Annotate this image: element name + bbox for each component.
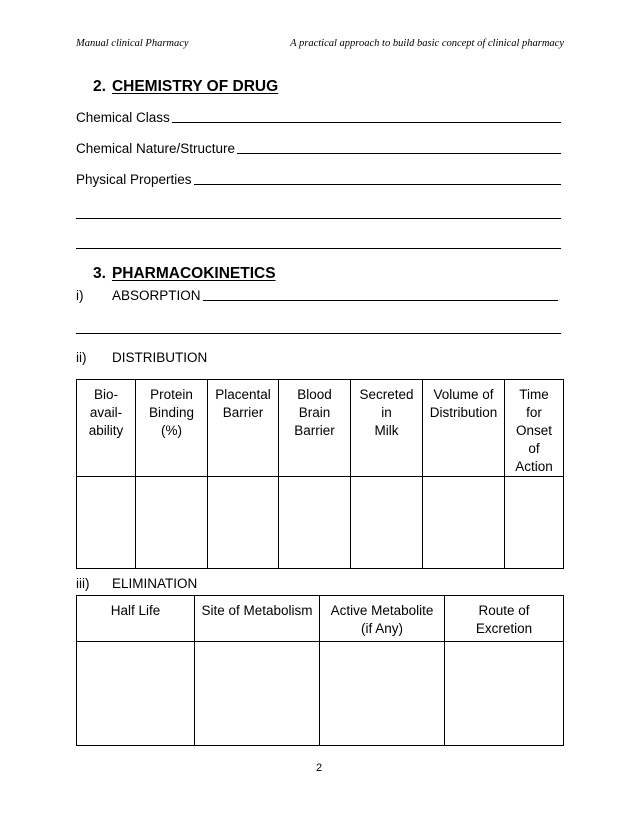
header-right: A practical approach to build basic concept of clinical pharmacy — [290, 38, 564, 49]
distribution-header-line: of — [528, 441, 540, 456]
section-2-title: CHEMISTRY OF DRUG — [111, 78, 279, 95]
section-3-number: 3. — [93, 265, 106, 282]
elimination-header-line: (if Any) — [360, 621, 403, 636]
elimination-header-row — [77, 596, 564, 642]
distribution-label: DISTRIBUTION — [112, 350, 208, 365]
distribution-header-line: for — [526, 405, 542, 420]
section-3-title: PHARMACOKINETICS — [111, 265, 276, 282]
section-3-heading — [93, 265, 276, 283]
distribution-header-line: Time — [519, 387, 549, 402]
distribution-table — [76, 379, 564, 569]
distribution-header-line: ability — [88, 423, 124, 438]
physical-properties-field[interactable] — [76, 172, 561, 187]
elimination-header-line: Active Metabolite — [330, 603, 434, 618]
distribution-header-line: Barrier — [294, 423, 335, 438]
elimination-header-line: Half Life — [110, 603, 161, 618]
dist-header-cell — [136, 380, 208, 477]
dist-entry-cell[interactable] — [423, 477, 505, 569]
distribution-header-line: Onset — [515, 423, 553, 438]
distribution-header-row — [77, 380, 564, 477]
absorption-label: ABSORPTION — [112, 288, 201, 303]
chemical-structure-label: Chemical Nature/Structure — [76, 141, 236, 156]
elim-header-cell — [445, 596, 564, 642]
elimination-entry-row[interactable] — [77, 642, 564, 746]
page-number: 2 — [315, 762, 323, 774]
chemical-class-label: Chemical Class — [76, 110, 170, 125]
distribution-roman: ii) — [76, 350, 87, 365]
section-2-heading — [93, 78, 278, 96]
distribution-entry-row[interactable] — [77, 477, 564, 569]
elim-entry-cell[interactable] — [320, 642, 445, 746]
elim-header-cell — [77, 596, 195, 642]
dist-entry-cell[interactable] — [136, 477, 208, 569]
elim-header-cell — [320, 596, 445, 642]
physical-properties-label: Physical Properties — [76, 172, 192, 187]
dist-header-cell — [208, 380, 279, 477]
dist-header-cell — [505, 380, 564, 477]
distribution-header-line: Protein — [150, 387, 193, 402]
distribution-header-line: in — [381, 405, 392, 420]
elimination-label: ELIMINATION — [112, 576, 198, 591]
distribution-header-line: Bio- — [93, 387, 118, 402]
absorption-field[interactable] — [112, 288, 558, 303]
dist-header-cell — [351, 380, 423, 477]
dist-header-cell — [279, 380, 351, 477]
distribution-header-line: Volume of — [433, 387, 494, 402]
blank-line-2[interactable] — [76, 248, 561, 249]
dist-entry-cell[interactable] — [505, 477, 564, 569]
dist-entry-cell[interactable] — [279, 477, 351, 569]
section-2-number: 2. — [93, 78, 106, 95]
elimination-header-line: Route of — [478, 603, 530, 618]
distribution-header-line: Secreted — [359, 387, 414, 402]
chemical-structure-field[interactable] — [76, 141, 561, 156]
elim-entry-cell[interactable] — [195, 642, 320, 746]
distribution-header-line: Barrier — [222, 405, 264, 420]
dist-entry-cell[interactable] — [208, 477, 279, 569]
header-left: Manual clinical Pharmacy — [76, 38, 189, 49]
dist-header-cell — [423, 380, 505, 477]
dist-entry-cell[interactable] — [351, 477, 423, 569]
distribution-header-line: avail- — [89, 405, 123, 420]
distribution-header-line: Brain — [298, 405, 331, 420]
elim-entry-cell[interactable] — [77, 642, 195, 746]
chemical-class-line[interactable] — [172, 122, 561, 123]
distribution-header-line: Placental — [215, 387, 271, 402]
distribution-header-line: Binding — [148, 405, 195, 420]
elimination-header-line: Excretion — [475, 621, 533, 636]
elimination-roman: iii) — [76, 576, 90, 591]
blank-line-1[interactable] — [76, 218, 561, 219]
distribution-header-line: (%) — [161, 423, 182, 438]
chemical-class-field[interactable] — [76, 110, 561, 125]
elim-header-cell — [195, 596, 320, 642]
elimination-table — [76, 595, 564, 746]
elim-entry-cell[interactable] — [445, 642, 564, 746]
distribution-header-line: Milk — [374, 423, 399, 438]
absorption-roman: i) — [76, 288, 84, 303]
physical-properties-line[interactable] — [194, 184, 561, 185]
dist-header-cell — [77, 380, 136, 477]
absorption-extra-line[interactable] — [76, 333, 561, 334]
distribution-header-line: Distribution — [429, 405, 498, 420]
elimination-header-line: Site of Metabolism — [201, 603, 313, 618]
chemical-structure-line[interactable] — [237, 153, 561, 154]
dist-entry-cell[interactable] — [77, 477, 136, 569]
distribution-header-line: Blood — [297, 387, 332, 402]
distribution-header-line: Action — [515, 459, 553, 474]
absorption-line[interactable] — [203, 300, 558, 301]
